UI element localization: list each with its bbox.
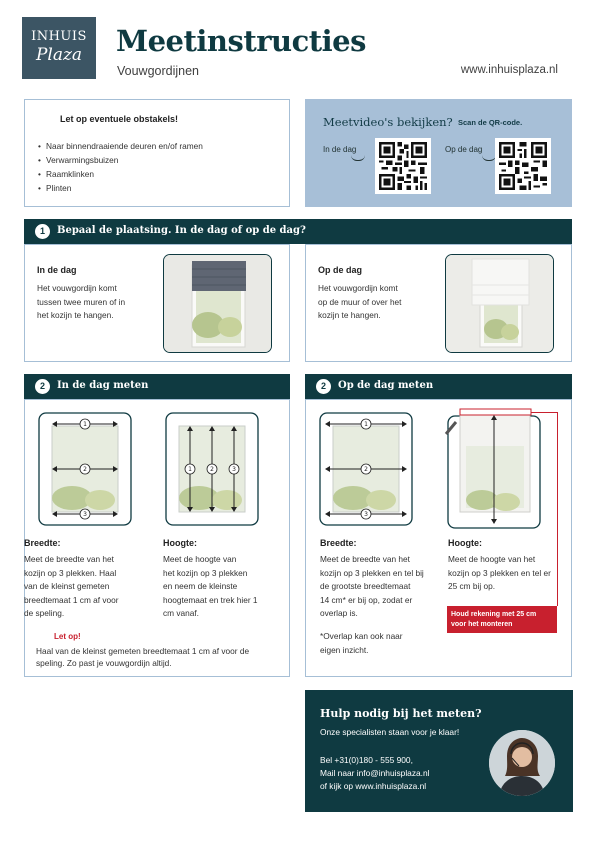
curved-arrow-icon (351, 155, 365, 161)
card-op-de-dag (305, 244, 572, 362)
obstacle-item: • Naar binnendraaiende deuren en/of ramen (38, 139, 276, 153)
window-photo-op-de-dag (445, 254, 554, 353)
indicator-line (557, 412, 558, 606)
width-title: Breedte: (320, 538, 357, 548)
obstacles-box (24, 99, 290, 207)
step-number: 1 (35, 224, 50, 239)
qr-label-op-de-dag: Op de dag (445, 145, 483, 154)
step-number: 2 (35, 379, 50, 394)
obstacles-title: Let op eventuele obstakels! (60, 114, 179, 124)
overlap-footnote: *Overlap kan ook naar eigen inzicht. (320, 631, 403, 655)
website-link[interactable]: www.inhuisplaza.nl (460, 64, 558, 76)
avatar (489, 730, 555, 796)
logo-line-1: INHUIS (31, 29, 87, 44)
email-link[interactable]: Mail naar info@inhuisplaza.nl (320, 768, 430, 778)
card-text: Het vouwgordijn komt op de muur of over het kozijn te hangen. (318, 283, 402, 320)
measure-point-3: 3 (232, 466, 236, 473)
phone-link[interactable]: Bel +31(0)180 - 555 900, (320, 755, 413, 765)
measure-point-3: 3 (364, 511, 368, 518)
page-subtitle: Vouwgordijnen (117, 64, 200, 78)
help-box (305, 690, 573, 812)
measure-point-2: 2 (210, 466, 214, 473)
page-title: Meetinstructies (116, 24, 366, 58)
window-illustration (446, 255, 554, 353)
section-2-in-header (24, 374, 290, 399)
obstacle-item: • Plinten (38, 181, 276, 195)
note-text: Haal van de kleinst gemeten breedtemaat 1 cm af voor de speling. Zo past je vouwgordijn altijd. (36, 646, 250, 668)
help-title: Hulp nodig bij het meten? (320, 707, 482, 720)
indicator-line (531, 412, 557, 413)
width-diagram-in-de-dag (38, 412, 132, 526)
brand-logo (22, 17, 96, 79)
height-diagram-op-de-dag (444, 406, 564, 530)
video-subtitle: Scan de QR-code. (458, 118, 523, 127)
obstacles-list (38, 139, 276, 195)
measure-point-2: 2 (364, 466, 368, 473)
section-2-op-header (305, 374, 572, 399)
section-title: In de dag meten (57, 380, 149, 391)
width-title: Breedte: (24, 538, 61, 548)
qr-label-in-de-dag: In de dag (323, 145, 357, 154)
card-title: In de dag (37, 265, 77, 275)
width-diagram-op-de-dag (319, 412, 413, 526)
measure-point-1: 1 (83, 421, 87, 428)
section-title: Bepaal de plaatsing. In de dag of op de dag? (57, 225, 306, 236)
video-title: Meetvideo's bekijken? (323, 115, 453, 129)
card-text: Het vouwgordijn komt tussen twee muren of in het kozijn te hangen. (37, 283, 126, 320)
card-in-de-dag (24, 244, 290, 362)
height-text: Meet de hoogte van het kozijn op 3 plekken en tel er 25 cm bij op. (448, 554, 551, 591)
height-text: Meet de hoogte van het kozijn op 3 plekken en neem de kleinste hoogtemaat en trek hier 1 cm vanaf. (163, 554, 258, 618)
step-number: 2 (316, 379, 331, 394)
qr-code-in-de-dag[interactable] (375, 138, 431, 194)
measure-point-1: 1 (364, 421, 368, 428)
section-1-header (24, 219, 572, 244)
height-title: Hoogte: (163, 538, 197, 548)
video-box (305, 99, 572, 207)
measure-point-1: 1 (188, 466, 192, 473)
height-title: Hoogte: (448, 538, 482, 548)
website-link[interactable]: of kijk op www.inhuisplaza.nl (320, 781, 427, 791)
card-title: Op de dag (318, 265, 363, 275)
measure-point-3: 3 (83, 511, 87, 518)
note-title: Let op! (54, 632, 81, 641)
qr-code-op-de-dag[interactable] (495, 138, 551, 194)
curved-arrow-icon (482, 155, 496, 161)
width-text: Meet de breedte van het kozijn op 3 plekken. Haal van de kleinst gemeten breedtemaat 1 cm af voor de speling. (24, 554, 119, 618)
window-illustration (164, 255, 272, 353)
height-diagram-in-de-dag (165, 412, 259, 526)
section-title: Op de dag meten (338, 380, 434, 391)
obstacle-item: • Raamklinken (38, 167, 276, 181)
specialist-avatar-icon (489, 730, 555, 796)
width-text: Meet de breedte van het kozijn op 3 plekken en tel bij de grootste breedtemaat 14 cm* er bij op, zodat er overlap is. (320, 554, 424, 618)
qr-code-icon (499, 142, 547, 190)
help-subtitle: Onze specialisten staan voor je klaar! (320, 727, 460, 737)
mounting-warning-badge: Houd rekening met 25 cm voor het monteren (447, 606, 557, 633)
measure-point-2: 2 (83, 466, 87, 473)
qr-code-icon (379, 142, 427, 190)
logo-line-2: Plaza (35, 45, 83, 65)
window-photo-in-de-dag (163, 254, 272, 353)
obstacle-item: • Verwarmingsbuizen (38, 153, 276, 167)
